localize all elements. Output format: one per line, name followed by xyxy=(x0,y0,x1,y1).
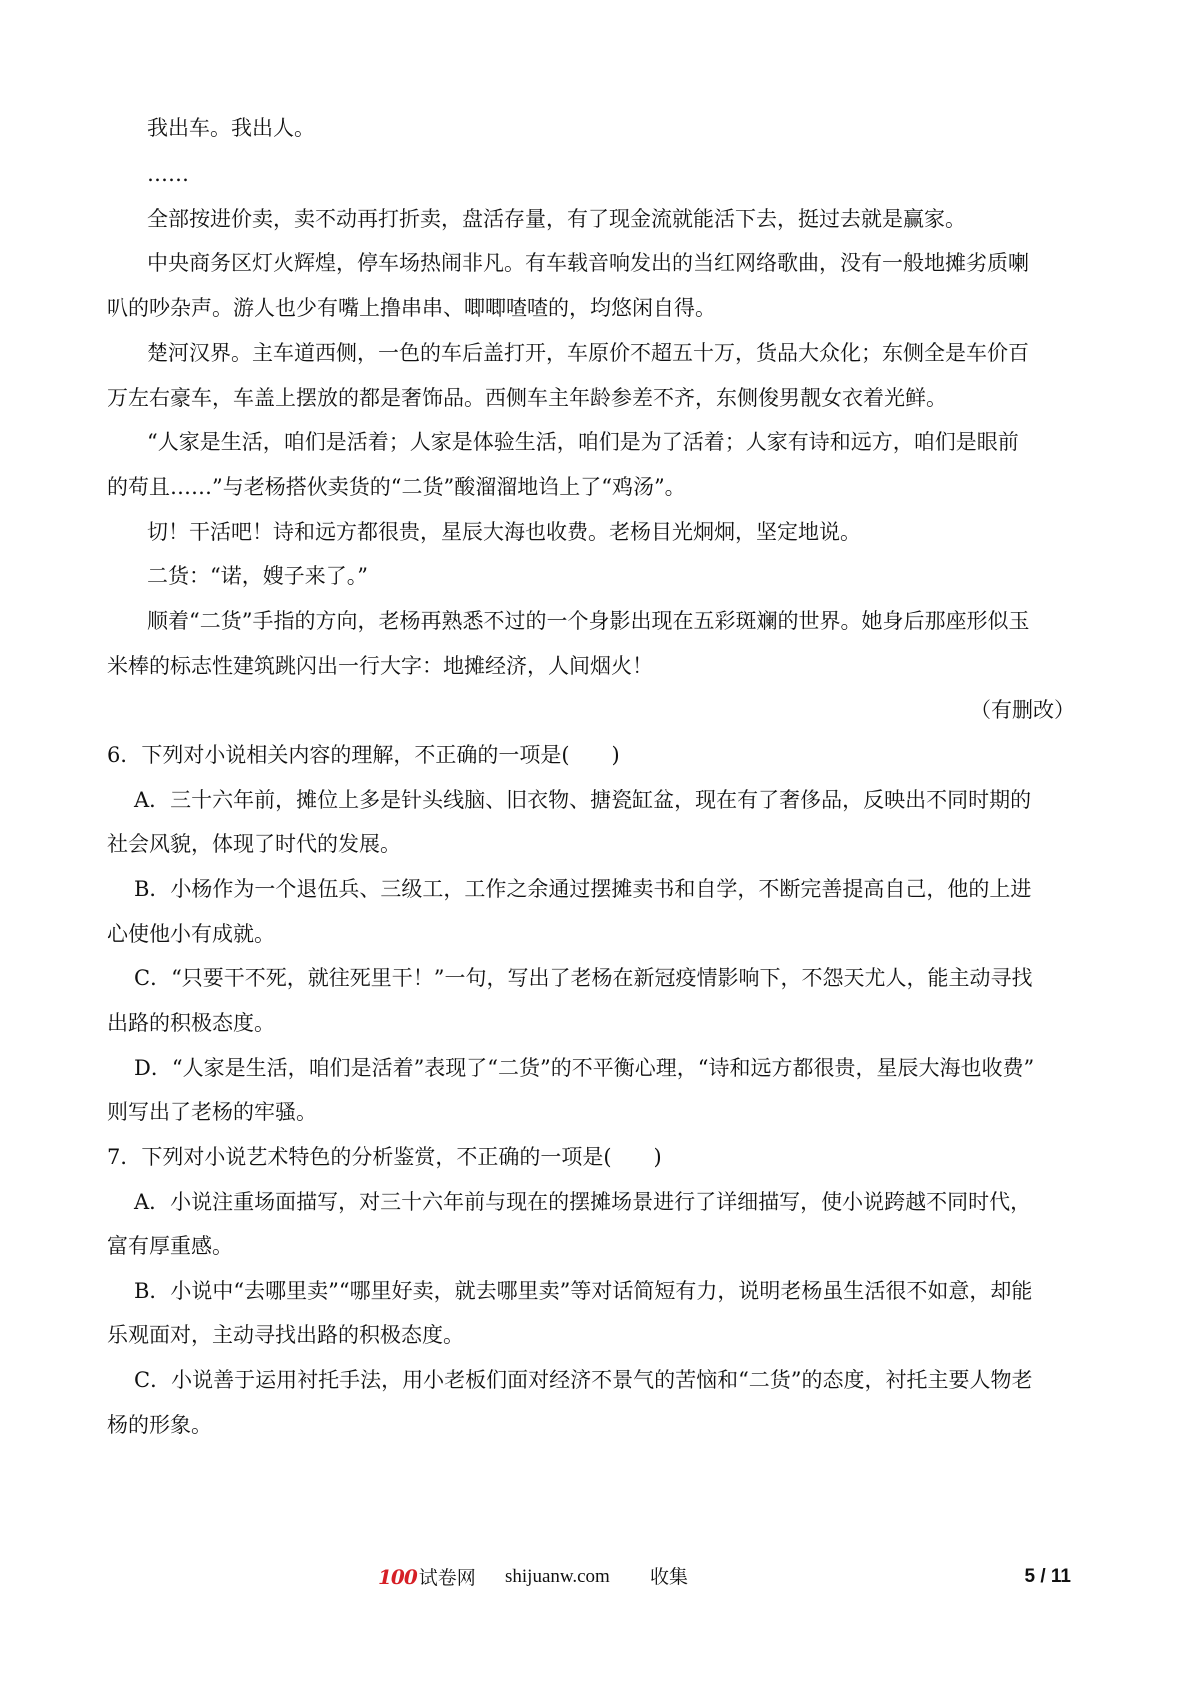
passage-line: 叭的吵杂声。游人也少有嘴上撸串串、唧唧喳喳的，均悠闲自得。 xyxy=(107,296,716,320)
site-url: shijuanw.com xyxy=(505,1566,610,1587)
passage-line: 顺着“二货”手指的方向，老杨再熟悉不过的一个身影出现在五彩斑斓的世界。她身后那座形似玉 xyxy=(147,609,1030,633)
q6-option-b: B．小杨作为一个退伍兵、三级工，工作之余通过摆摊卖书和自学，不断完善提高自己，他的上进 xyxy=(134,877,1032,901)
passage-line: 二货：“诺，嫂子来了。” xyxy=(147,564,368,588)
q7-option-c: C．小说善于运用衬托手法，用小老板们面对经济不景气的苦恼和“二货”的态度，衬托主要人物老 xyxy=(134,1368,1033,1392)
page-footer xyxy=(0,1562,1191,1592)
q6-option-c: C．“只要干不死，就往死里干！”一句，写出了老杨在新冠疫情影响下，不怨天尤人，能主动寻找 xyxy=(134,966,1033,990)
question-7-stem: 7．下列对小说艺术特色的分析鉴赏，不正确的一项是( ) xyxy=(107,1145,662,1169)
passage-line: 万左右豪车，车盖上摆放的都是奢饰品。西侧车主年龄参差不齐，东侧俊男靓女衣着光鲜。 xyxy=(107,386,947,410)
passage-line: 米棒的标志性建筑跳闪出一行大字：地摊经济，人间烟火！ xyxy=(107,654,653,678)
q6-option-b-cont: 心使他小有成就。 xyxy=(107,922,275,946)
q7-option-b-cont: 乐观面对，主动寻找出路的积极态度。 xyxy=(107,1323,464,1347)
site-logo xyxy=(378,1562,476,1593)
q7-option-c-cont: 杨的形象。 xyxy=(107,1413,212,1437)
question-6-stem: 6．下列对小说相关内容的理解，不正确的一项是( ) xyxy=(107,743,620,767)
q7-option-a-cont: 富有厚重感。 xyxy=(107,1234,233,1258)
q7-option-b: B．小说中“去哪里卖”“哪里好卖，就去哪里卖”等对话简短有力，说明老杨虽生活很不如意，却能 xyxy=(134,1279,1033,1303)
passage-line: 全部按进价卖，卖不动再打折卖，盘活存量，有了现金流就能活下去，挺过去就是赢家。 xyxy=(147,207,966,231)
passage-line: 楚河汉界。主车道西侧，一色的车后盖打开，车原价不超五十万，货品大众化；东侧全是车价百 xyxy=(147,341,1029,365)
passage-line: 我出车。我出人。 xyxy=(147,116,315,140)
logo-text: 试卷网 xyxy=(418,1567,476,1589)
q6-option-a: A．三十六年前，摊位上多是针头线脑、旧衣物、搪瓷缸盆，现在有了奢侈品，反映出不同时期的 xyxy=(134,788,1032,812)
passage-line: 的苟且……”与老杨搭伙卖货的“二货”酸溜溜地诌上了“鸡汤”。 xyxy=(107,475,686,499)
passage-line: “人家是生活，咱们是活着；人家是体验生活，咱们是为了活着；人家有诗和远方，咱们是眼前 xyxy=(147,430,1019,454)
passage-line: …… xyxy=(147,162,189,186)
collect-label: 收集 xyxy=(650,1566,689,1588)
source-note: （有删改） xyxy=(970,698,1075,722)
logo-number: 100 xyxy=(378,1565,417,1589)
q6-option-a-cont: 社会风貌，体现了时代的发展。 xyxy=(107,832,401,856)
passage-line: 切！干活吧！诗和远方都很贵，星辰大海也收费。老杨目光炯炯，坚定地说。 xyxy=(147,520,861,544)
page-number: 5 / 11 xyxy=(1024,1566,1071,1587)
q6-option-d: D．“人家是生活，咱们是活着”表现了“二货”的不平衡心理，“诗和远方都很贵，星辰大海也收费” xyxy=(134,1056,1035,1080)
passage-line: 中央商务区灯火辉煌，停车场热闹非凡。有车载音响发出的当红网络歌曲，没有一般地摊劣质喇 xyxy=(147,251,1029,275)
q7-option-a: A．小说注重场面描写，对三十六年前与现在的摆摊场景进行了详细描写，使小说跨越不同时代， xyxy=(134,1190,1032,1214)
q6-option-c-cont: 出路的积极态度。 xyxy=(107,1011,275,1035)
q6-option-d-cont: 则写出了老杨的牢骚。 xyxy=(107,1100,317,1124)
